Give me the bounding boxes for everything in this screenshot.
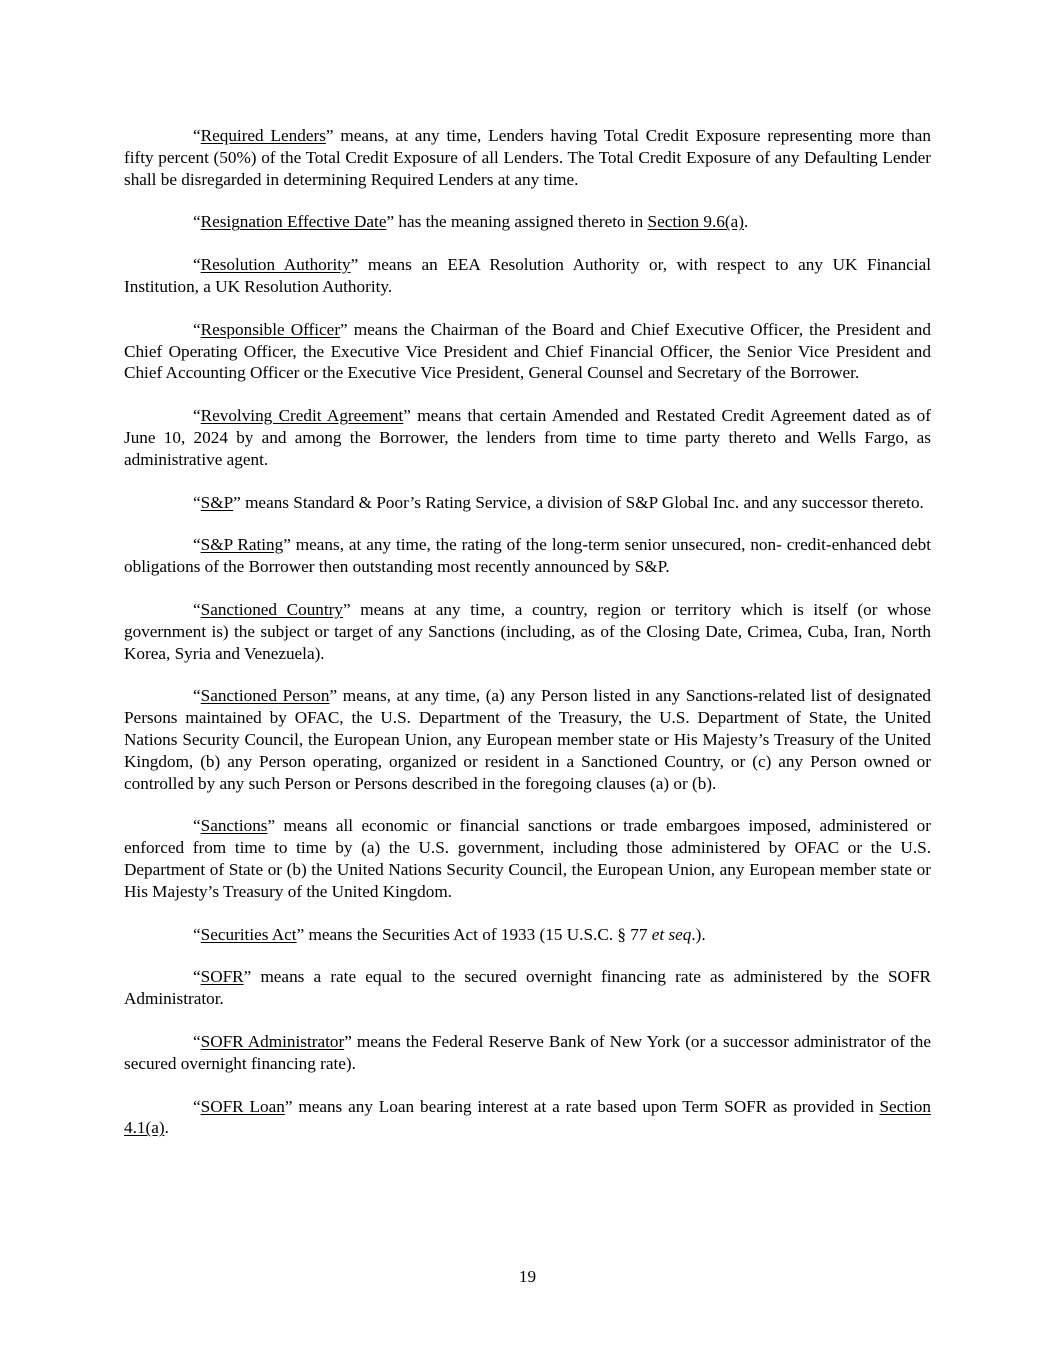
- definition-sofr-loan: “SOFR Loan” means any Loan bearing interest at a rate based upon Term SOFR as provided in Section 4.1(a).: [124, 1096, 931, 1138]
- page-number: 19: [518, 1267, 537, 1286]
- definition-required-lenders: “Required Lenders” means, at any time, Lenders having Total Credit Exposure representing more than fifty percent (50%) of the Total Credit Exposure of all Lenders. The Total Credit Exposure of any Defaulting Lender shall be disregarded in determining Required Lenders at any time.: [124, 126, 931, 189]
- defined-term: Resolution Authority: [200, 255, 351, 275]
- definition-revolving-credit-agreement: “Revolving Credit Agreement” means that certain Amended and Restated Credit Agreement dated as of June 10, 2024 by and among the Borrower, the lenders from time to time party thereto and Wells Fargo, as administrative agent.: [124, 406, 932, 469]
- italic-latin-phrase: et seq: [651, 924, 692, 944]
- defined-term: S&P: [200, 492, 234, 512]
- definition-sanctioned-person: “Sanctioned Person” means, at any time, (a) any Person listed in any Sanctions-related list of designated Persons maintained by OFAC, the U.S. Department of the Treasury, the U.S. Department of State, the United Nations Security Council, the European Union, any European member state or His Majesty’s Treasury of the United Kingdom, (b) any Person operating, organized or resident in a Sanctioned Country, or (c) any Person owned or controlled by any such Person or Persons described in the foregoing clauses (a) or (b).: [124, 686, 931, 793]
- section-reference: Section 9.6(a): [647, 212, 744, 232]
- defined-term: Responsible Officer: [200, 319, 341, 339]
- section-reference: Section 4.1(a): [124, 1096, 931, 1138]
- definition-sofr-administrator: “SOFR Administrator” means the Federal Reserve Bank of New York (or a successor administrator of the secured overnight financing rate).: [124, 1031, 931, 1073]
- defined-term: Required Lenders: [200, 126, 326, 145]
- defined-term: Sanctioned Country: [200, 599, 343, 619]
- definition-sanctions: “Sanctions” means all economic or financial sanctions or trade embargoes imposed, administered or enforced from time to time by (a) the U.S. government, including those administered by OFAC or the U.S. Department of State or (b) the United Nations Security Council, the European Union, any European member state or His Majesty’s Treasury of the United Kingdom.: [124, 816, 931, 901]
- defined-term: Revolving Credit Agreement: [200, 406, 404, 426]
- definition-sp: “S&P” means Standard & Poor’s Rating Service, a division of S&P Global Inc. and any successor thereto.: [193, 492, 924, 512]
- document-page: [124, 125, 931, 1160]
- defined-term: SOFR Loan: [200, 1096, 285, 1116]
- definition-sanctioned-country: “Sanctioned Country” means at any time, a country, region or territory which is itself (or whose government is) the subject or target of any Sanctions (including, as of the Closing Date, Crimea, Cuba, Iran, North Korea, Syria and Venezuela).: [124, 599, 931, 663]
- definition-sp-rating: “S&P Rating” means, at any time, the rating of the long-term senior unsecured, non- credit-enhanced debt obligations of the Borrower then outstanding most recently announced by S&P.: [124, 535, 931, 577]
- defined-term: Sanctions: [200, 816, 268, 836]
- definition-resignation-effective-date: “Resignation Effective Date” has the meaning assigned thereto in Section 9.6(a).: [193, 212, 749, 232]
- definition-securities-act: “Securities Act” means the Securities Act of 1933 (15 U.S.C. § 77 et seq.).: [193, 924, 706, 944]
- defined-term: SOFR Administrator: [200, 1031, 345, 1051]
- definition-responsible-officer: “Responsible Officer” means the Chairman of the Board and Chief Executive Officer, the President and Chief Operating Officer, the Executive Vice President and Chief Financial Officer, the Senior Vice President and Chief Accounting Officer or the Executive Vice President, General Counsel and Secretary of the Borrower.: [124, 319, 931, 383]
- defined-term: Securities Act: [200, 924, 297, 944]
- defined-term: S&P Rating: [200, 535, 284, 555]
- defined-term: Resignation Effective Date: [200, 212, 387, 232]
- defined-term: Sanctioned Person: [200, 686, 330, 706]
- definition-sofr: “SOFR” means a rate equal to the secured overnight financing rate as administered by the SOFR Administrator.: [124, 967, 931, 1009]
- defined-term: SOFR: [200, 967, 244, 987]
- definition-resolution-authority: “Resolution Authority” means an EEA Resolution Authority or, with respect to any UK Financial Institution, a UK Resolution Authority.: [124, 255, 931, 296]
